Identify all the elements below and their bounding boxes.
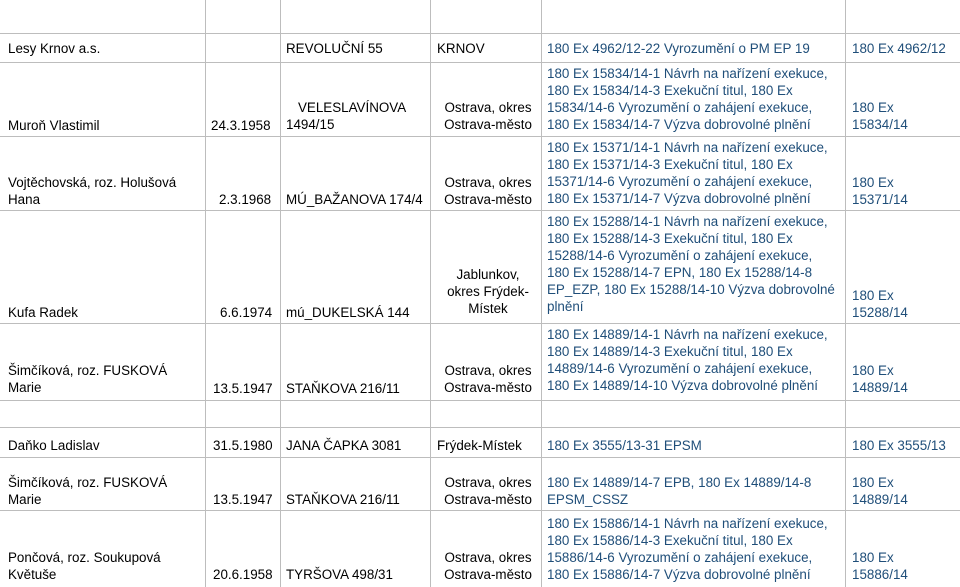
grid-line bbox=[541, 0, 542, 587]
table-row-address: STAŇKOVA 216/11 bbox=[286, 381, 400, 396]
table-row-name: Šimčíková, roz. FUSKOVÁ Marie bbox=[8, 363, 168, 395]
grid-line bbox=[0, 210, 960, 211]
grid-line bbox=[0, 400, 960, 401]
table-row-docs: 180 Ex 15288/14-1 Návrh na nařízení exekuce, 180 Ex 15288/14-3 Exekuční titul, 180 Ex 15288/14-6 Vyrozumění o zahájení exekuce, 180 Ex 15288/14-7 EPN, 180 Ex 15288/14-8 EP_EZP, 180 Ex 15288/14-10 Výzva dobrovolné plnění bbox=[547, 214, 835, 314]
table-row-case: 180 Ex 15834/14 bbox=[852, 100, 908, 132]
table-row-docs: 180 Ex 15886/14-1 Návrh na nařízení exekuce, 180 Ex 15886/14-3 Exekuční titul, 180 Ex 15886/14-6 Vyrozumění o zahájení exekuce, 180 Ex 15886/14-7 Výzva dobrovolné plnění bbox=[547, 516, 828, 582]
grid-line bbox=[0, 62, 960, 63]
grid-line bbox=[0, 33, 960, 34]
table-row-city: Jablunkov, okres Frýdek- Místek bbox=[447, 267, 529, 316]
table-row-name: Pončová, roz. Soukupová Květuše bbox=[8, 550, 161, 582]
table-row-address: VELESLAVÍNOVA 1494/15 bbox=[286, 100, 407, 132]
table-row-date: 6.6.1974 bbox=[220, 305, 273, 320]
table-row-city: Ostrava, okres Ostrava-město bbox=[444, 550, 532, 582]
table-row-name: Daňko Ladislav bbox=[8, 438, 100, 453]
table-row-date: 13.5.1947 bbox=[213, 492, 273, 507]
table-row-docs: 180 Ex 4962/12-22 Vyrozumění o PM EP 19 bbox=[547, 41, 810, 56]
grid-line bbox=[280, 0, 281, 587]
grid-line bbox=[0, 323, 960, 324]
table-row-date: 31.5.1980 bbox=[213, 438, 273, 453]
table-row-address: STAŇKOVA 216/11 bbox=[286, 492, 400, 507]
table-row-name: Muroň Vlastimil bbox=[8, 118, 100, 133]
table-row-name: Šimčíková, roz. FUSKOVÁ Marie bbox=[8, 475, 168, 507]
table-row-name: Lesy Krnov a.s. bbox=[8, 41, 101, 56]
table-row-city: Ostrava, okres Ostrava-město bbox=[444, 363, 532, 395]
grid-line bbox=[0, 510, 960, 511]
table-row-case: 180 Ex 15886/14 bbox=[852, 550, 908, 582]
table-row-docs: 180 Ex 15371/14-1 Návrh na nařízení exekuce, 180 Ex 15371/14-3 Exekuční titul, 180 Ex 15371/14-6 Vyrozumění o zahájení exekuce, 180 Ex 15371/14-7 Výzva dobrovolné plnění bbox=[547, 140, 828, 206]
table-row-date: 20.6.1958 bbox=[213, 567, 273, 582]
table-row-case: 180 Ex 4962/12 bbox=[852, 41, 946, 56]
table-row-address: MÚ_BAŽANOVA 174/4 bbox=[286, 192, 423, 207]
table-row-docs: 180 Ex 14889/14-1 Návrh na nařízení exekuce, 180 Ex 14889/14-3 Exekuční titul, 180 Ex 14889/14-6 Vyrozumění o zahájení exekuce, 180 Ex 14889/14-10 Výzva dobrovolné plnění bbox=[547, 327, 828, 393]
grid-line bbox=[0, 136, 960, 137]
table-row-name: Kufa Radek bbox=[8, 305, 78, 320]
grid-line bbox=[0, 427, 960, 428]
table-row-docs: 180 Ex 15834/14-1 Návrh na nařízení exekuce, 180 Ex 15834/14-3 Exekuční titul, 180 Ex 15834/14-6 Vyrozumění o zahájení exekuce, 180 Ex 15834/14-7 Výzva dobrovolné plnění bbox=[547, 66, 828, 132]
table-row-case: 180 Ex 14889/14 bbox=[852, 475, 908, 507]
table-row-docs: 180 Ex 14889/14-7 EPB, 180 Ex 14889/14-8 EPSM_CSSZ bbox=[547, 475, 812, 507]
table-row-address: REVOLUČNÍ 55 bbox=[286, 41, 383, 56]
table-row-date: 24.3.1958 bbox=[211, 118, 271, 133]
table-row-date: 13.5.1947 bbox=[213, 381, 273, 396]
table-row-case: 180 Ex 14889/14 bbox=[852, 363, 908, 395]
grid-line bbox=[205, 0, 206, 587]
table-row-city: Frýdek-Místek bbox=[437, 438, 522, 453]
table-row-address: JANA ČAPKA 3081 bbox=[286, 438, 402, 453]
table-row-name: Vojtěchovská, roz. Holušová Hana bbox=[8, 175, 177, 207]
grid-line bbox=[0, 457, 960, 458]
table-row-city: KRNOV bbox=[437, 41, 485, 56]
grid-line bbox=[845, 0, 846, 587]
table-row-city: Ostrava, okres Ostrava-město bbox=[444, 175, 532, 207]
table-row-case: 180 Ex 3555/13 bbox=[852, 438, 946, 453]
table-row-docs: 180 Ex 3555/13-31 EPSM bbox=[547, 438, 702, 453]
table-row-date: 2.3.1968 bbox=[219, 192, 272, 207]
table-row-case: 180 Ex 15371/14 bbox=[852, 175, 908, 207]
table-row-case: 180 Ex 15288/14 bbox=[852, 288, 908, 320]
table-row-city: Ostrava, okres Ostrava-město bbox=[444, 100, 532, 132]
table-row-city: Ostrava, okres Ostrava-město bbox=[444, 475, 532, 507]
grid-line bbox=[430, 0, 431, 587]
table-row-address: mú_DUKELSKÁ 144 bbox=[286, 305, 410, 320]
table-row-address: TYRŠOVA 498/31 bbox=[286, 567, 393, 582]
